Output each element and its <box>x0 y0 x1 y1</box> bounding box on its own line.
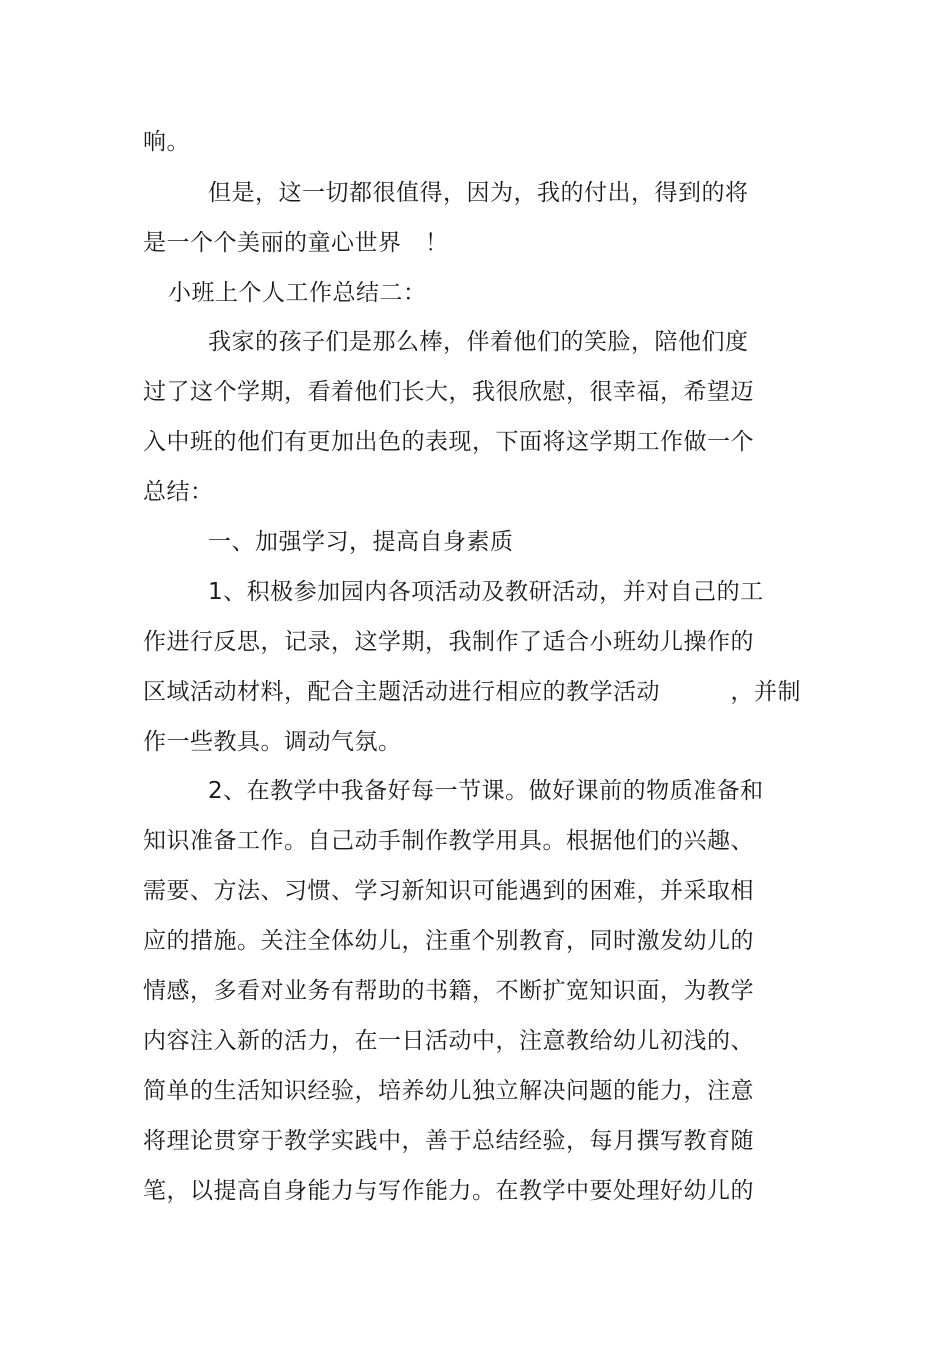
text-line: 区域活动材料，配合主题活动进行相应的教学活动 ，并制 <box>143 679 801 705</box>
text-line: 笔，以提高自身能力与写作能力。在教学中要处理好幼儿的 <box>143 1178 754 1204</box>
text-line: 情感，多看对业务有帮助的书籍，不断扩宽知识面，为教学 <box>143 978 754 1004</box>
text-line: 1、积极参加园内各项活动及教研活动，并对自己的工 <box>208 579 764 605</box>
text-line: 知识准备工作。自己动手制作教学用具。根据他们的兴趣、 <box>143 828 754 854</box>
text-line: 内容注入新的活力，在一日活动中，注意教给幼儿初浅的、 <box>143 1028 754 1054</box>
text-line: 应的措施。关注全体幼儿，注重个别教育，同时激发幼儿的 <box>143 928 754 954</box>
text-line: 我家的孩子们是那么棒，伴着他们的笑脸，陪他们度 <box>208 329 749 355</box>
text-line: 2、在教学中我备好每一节课。做好课前的物质准备和 <box>208 778 764 804</box>
text-line: 作一些教具。调动气氛。 <box>143 729 402 755</box>
text-line: 总结： <box>143 479 214 505</box>
text-line: 是一个个美丽的童心世界 ！ <box>143 230 449 256</box>
text-line: 响。 <box>143 129 190 155</box>
section-heading: 小班上个人工作总结二： <box>168 280 427 306</box>
text-line: 但是，这一切都很值得，因为，我的付出，得到的将 <box>208 180 749 206</box>
text-line: 需要、方法、习惯、学习新知识可能遇到的困难，并采取相 <box>143 878 754 904</box>
text-line: 将理论贯穿于教学实践中，善于总结经验，每月撰写教育随 <box>143 1128 754 1154</box>
text-line: 作进行反思，记录，这学期，我制作了适合小班幼儿操作的 <box>143 629 754 655</box>
text-line: 入中班的他们有更加出色的表现，下面将这学期工作做一个 <box>143 429 754 455</box>
text-line: 过了这个学期，看着他们长大，我很欣慰，很幸福，希望迈 <box>143 379 754 405</box>
section-heading: 一、加强学习，提高自身素质 <box>208 529 514 555</box>
text-line: 简单的生活知识经验，培养幼儿独立解决问题的能力，注意 <box>143 1078 754 1104</box>
